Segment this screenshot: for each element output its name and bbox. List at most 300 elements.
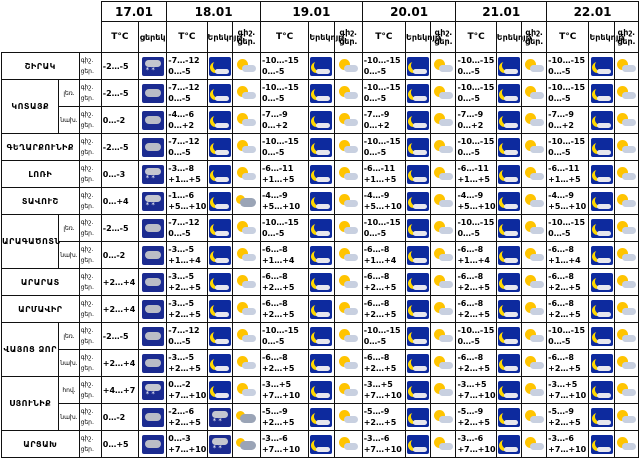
moon-icon: [310, 381, 332, 400]
moon-icon: [498, 192, 520, 211]
temp-value: -4…-9: [548, 191, 574, 200]
night-icon-18: [207, 161, 232, 188]
sun-icon: [337, 435, 359, 454]
temp-value: -10…-15: [548, 56, 586, 65]
night-icon-18: [207, 350, 232, 377]
temp-value: -2…-5: [102, 331, 129, 341]
sun-icon: [432, 300, 454, 319]
sun-icon: [523, 354, 545, 373]
sub-header-row: [2, 22, 639, 53]
temp-value: +7…+10: [457, 445, 496, 454]
temp-19: [260, 188, 308, 215]
moon-icon: [310, 111, 332, 130]
temp-21: [456, 431, 496, 458]
date-21: 21.01: [456, 2, 547, 22]
temp-value: -6…-11: [548, 164, 580, 173]
day-icon-20: [431, 296, 456, 323]
region-row: [2, 323, 639, 350]
sun-icon: [337, 246, 359, 265]
moon-icon: [209, 300, 231, 319]
night-label: գիշ․: [80, 354, 94, 361]
night-icon-19: [309, 188, 334, 215]
night-icon-21: [496, 215, 521, 242]
sun-icon: [337, 408, 359, 427]
tc-label-22: T°C: [547, 22, 589, 53]
temp-value: 0…-5: [261, 337, 285, 346]
day-icon-19: [334, 269, 362, 296]
temp-value: -10…-15: [548, 137, 586, 146]
sun-icon: [337, 138, 359, 157]
night-label: գիշ․: [80, 57, 94, 64]
sun-icon: [337, 165, 359, 184]
moon-icon: [498, 165, 520, 184]
sun-icon: [432, 246, 454, 265]
temp-value: -6…-8: [363, 245, 390, 254]
night-icon-21: [496, 188, 521, 215]
region-zone: նախ.: [59, 350, 79, 377]
moon-icon: [310, 300, 332, 319]
temp-value: -6…-8: [548, 299, 574, 308]
moon-icon: [310, 354, 332, 373]
cloud-icon: [142, 219, 164, 238]
sun-icon: [432, 84, 454, 103]
temp-value: -6…-8: [363, 299, 390, 308]
temp-value: -7…-12: [168, 218, 200, 227]
moon-icon: [591, 435, 613, 454]
sun-icon: [615, 354, 637, 373]
moon-icon: [407, 354, 429, 373]
temp-value: +2…+5: [363, 418, 397, 427]
sun-icon: [432, 192, 454, 211]
moon-icon: [407, 408, 429, 427]
night-icon-19: [309, 323, 334, 350]
temp-value: -4…-9: [363, 191, 390, 200]
night-icon-20: [406, 80, 431, 107]
night-label: գիշ․: [80, 84, 94, 91]
temp-value: 0…+4: [102, 196, 129, 206]
temp-17: [101, 107, 138, 134]
sun-icon: [432, 354, 454, 373]
moon-icon: [498, 435, 520, 454]
temp-17: [101, 269, 138, 296]
temp-20: [362, 377, 405, 404]
temp-value: -7…-9: [457, 110, 484, 119]
temp-value: -10…-15: [261, 218, 299, 227]
temp-22: [547, 431, 589, 458]
temp-value: 0…-3: [168, 434, 191, 443]
temp-value: -10…-15: [548, 218, 586, 227]
temp-22: [547, 53, 589, 80]
temp-22: [547, 161, 589, 188]
cloud-icon: [142, 408, 164, 427]
day-icon-21: [521, 296, 546, 323]
sun-icon: [337, 300, 359, 319]
day-icon-18: [232, 296, 260, 323]
night-icon-22: [589, 269, 614, 296]
night-icon-18: [207, 188, 232, 215]
moon-icon: [310, 408, 332, 427]
temp-value: +4…+7: [102, 385, 136, 395]
night-icon-20: [406, 431, 431, 458]
temp-17: [101, 188, 138, 215]
night-day-labels: [79, 377, 101, 404]
day-icon-21: [521, 431, 546, 458]
day-icon-18: [232, 431, 260, 458]
temp-21: [456, 269, 496, 296]
temp-value: -2…-5: [102, 61, 129, 71]
temp-value: -3…+5: [548, 380, 578, 389]
icon-label-19: [334, 22, 362, 53]
moon-icon: [209, 111, 231, 130]
temp-17: [101, 296, 138, 323]
moon-icon: [591, 84, 613, 103]
temp-17: [101, 161, 138, 188]
night-short-label: գիշ․: [617, 28, 635, 37]
region-name: ԳԵՂԱՐՔՈՒՆԻՔ: [2, 134, 80, 161]
temp-value: -3…-5: [168, 299, 195, 308]
night-icon-21: [496, 350, 521, 377]
moon-icon: [591, 354, 613, 373]
day-icon-21: [521, 107, 546, 134]
temp-value: -7…-9: [363, 110, 390, 119]
temp-17: [101, 215, 138, 242]
sun-icon: [523, 246, 545, 265]
temp-18: [167, 269, 207, 296]
temp-18: [167, 53, 207, 80]
temp-value: +2…+5: [457, 364, 490, 373]
moon-icon: [498, 273, 520, 292]
sun-icon: [615, 246, 637, 265]
temp-18: [167, 296, 207, 323]
icon-17: [139, 296, 167, 323]
region-row: [2, 242, 639, 269]
night-day-labels: [79, 350, 101, 377]
temp-19: [260, 215, 308, 242]
temp-value: -6…-8: [261, 245, 288, 254]
region-zone: լեռ.: [59, 323, 79, 350]
day-icon-18: [232, 53, 260, 80]
temp-value: -7…-12: [168, 83, 200, 92]
temp-value: +2…+4: [102, 358, 136, 368]
temp-value: 0…-5: [261, 148, 285, 157]
temp-21: [456, 404, 496, 431]
day-label: ցեր․: [80, 95, 94, 102]
sun-icon: [615, 435, 637, 454]
night-icon-20: [406, 269, 431, 296]
day-icon-19: [334, 431, 362, 458]
day-label: ցեր․: [80, 149, 94, 156]
temp-value: 0…-2: [102, 250, 126, 260]
temp-value: +5…+10: [457, 202, 496, 211]
moon-icon: [498, 246, 520, 265]
moon-icon: [209, 165, 231, 184]
night-icon-22: [589, 215, 614, 242]
temp-value: +7…+10: [457, 391, 496, 400]
tc-label-19: T°C: [260, 22, 308, 53]
sun-icon: [523, 84, 545, 103]
sun-icon: [615, 84, 637, 103]
temp-22: [547, 350, 589, 377]
day-icon-22: [614, 134, 638, 161]
sun-icon: [235, 246, 257, 265]
temp-value: -6…-8: [261, 299, 288, 308]
day-label: ցեր․: [80, 284, 94, 291]
temp-22: [547, 188, 589, 215]
temp-value: -6…-8: [548, 353, 574, 362]
region-zone: լեռ.: [59, 80, 79, 107]
temp-value: -10…-15: [457, 137, 495, 146]
temp-value: -10…-15: [363, 326, 401, 335]
day-short-label: ցեր․: [524, 37, 544, 46]
temp-value: +2…+5: [168, 418, 201, 427]
day-icon-21: [521, 269, 546, 296]
temp-19: [260, 323, 308, 350]
region-zone: նախ.: [59, 107, 79, 134]
temp-22: [547, 134, 589, 161]
sun-icon: [235, 111, 257, 130]
temp-value: -3…+5: [457, 380, 487, 389]
temp-value: -3…-8: [168, 164, 195, 173]
region-name: ՍՅՈՒՆԻՔ: [2, 377, 59, 431]
day-icon-21: [521, 80, 546, 107]
moon-icon: [591, 111, 613, 130]
night-label: գիշ․: [80, 327, 94, 334]
night-label: գիշ․: [80, 138, 94, 145]
temp-17: [101, 323, 138, 350]
day-icon-22: [614, 242, 638, 269]
temp-20: [362, 134, 405, 161]
tc-label-17: T°C: [101, 22, 138, 53]
day-icon-21: [521, 242, 546, 269]
evening-label-19: Երեկոյթ: [309, 22, 334, 53]
night-label: գիշ․: [80, 246, 94, 253]
temp-17: [101, 80, 138, 107]
day-icon-20: [431, 215, 456, 242]
temp-19: [260, 269, 308, 296]
forecast-body: [2, 53, 639, 458]
night-icon-19: [309, 377, 334, 404]
day-icon-22: [614, 323, 638, 350]
day-icon-21: [521, 161, 546, 188]
day-icon-18: [232, 80, 260, 107]
day-label: ցեր․: [80, 176, 94, 183]
night-icon-20: [406, 188, 431, 215]
sun-icon: [432, 165, 454, 184]
night-icon-21: [496, 269, 521, 296]
moon-icon: [310, 435, 332, 454]
moon-icon: [591, 138, 613, 157]
moon-icon: [591, 300, 613, 319]
icon-17: [139, 350, 167, 377]
moon-icon: [209, 57, 231, 76]
day-label: ցեր․: [80, 419, 94, 426]
moon-icon: [310, 246, 332, 265]
night-icon-19: [309, 350, 334, 377]
night-day-labels: [79, 296, 101, 323]
night-icon-21: [496, 323, 521, 350]
night-day-labels: [79, 188, 101, 215]
temp-value: -10…-15: [261, 137, 299, 146]
icon-17: [139, 80, 167, 107]
temp-value: -3…-6: [363, 434, 390, 443]
sun-icon: [615, 408, 637, 427]
region-name: ԱՐԱԳԱԾՈՏՆ: [2, 215, 59, 269]
night-icon-20: [406, 161, 431, 188]
night-icon-20: [406, 134, 431, 161]
moon-icon: [209, 138, 231, 157]
moon-icon: [591, 192, 613, 211]
temp-value: -5…-9: [261, 407, 288, 416]
temp-value: -10…-15: [548, 83, 586, 92]
temp-value: 0…-5: [363, 229, 387, 238]
temp-value: 0…-5: [548, 229, 571, 238]
temp-value: -10…-15: [363, 218, 401, 227]
temp-value: 0…-5: [548, 67, 571, 76]
temp-17: [101, 404, 138, 431]
header-blank: [2, 2, 102, 22]
temp-17: [101, 431, 138, 458]
temp-21: [456, 215, 496, 242]
temp-value: -7…-9: [548, 110, 574, 119]
icon-label-21: [521, 22, 546, 53]
sun-icon: [615, 327, 637, 346]
moon-icon: [498, 111, 520, 130]
day-icon-18: [232, 161, 260, 188]
temp-value: +2…+5: [168, 364, 201, 373]
sun-icon: [432, 273, 454, 292]
moon-icon: [407, 57, 429, 76]
temp-21: [456, 242, 496, 269]
temp-value: +2…+5: [261, 283, 295, 292]
moon-icon: [310, 165, 332, 184]
tc-label-20: T°C: [362, 22, 405, 53]
night-label: գիշ․: [80, 300, 94, 307]
temp-value: +2…+5: [457, 283, 490, 292]
moon-icon: [498, 300, 520, 319]
moon-icon: [310, 327, 332, 346]
temp-17: [101, 377, 138, 404]
night-icon-22: [589, 323, 614, 350]
night-icon-20: [406, 215, 431, 242]
evening-label-21: Երեկոյթ: [496, 22, 521, 53]
cloudsun-icon: [235, 192, 257, 211]
tc-label-21: T°C: [456, 22, 496, 53]
day-icon-20: [431, 404, 456, 431]
sun-icon: [432, 435, 454, 454]
region-name: ԱՐՄԱՎԻՐ: [2, 296, 80, 323]
sun-icon: [235, 219, 257, 238]
temp-18: [167, 161, 207, 188]
day-icon-18: [232, 188, 260, 215]
temp-18: [167, 350, 207, 377]
temp-value: 0…-5: [457, 148, 480, 157]
day-icon-18: [232, 404, 260, 431]
day-icon-20: [431, 431, 456, 458]
day-icon-20: [431, 350, 456, 377]
temp-value: +1…+5: [261, 175, 295, 184]
region-row: [2, 107, 639, 134]
moon-icon: [591, 57, 613, 76]
sun-icon: [523, 408, 545, 427]
day-label: ցեր․: [80, 446, 94, 453]
sun-icon: [235, 354, 257, 373]
region-row: [2, 269, 639, 296]
sun-icon: [523, 57, 545, 76]
day-icon-19: [334, 188, 362, 215]
sun-icon: [235, 138, 257, 157]
icon-label-22: [614, 22, 638, 53]
night-day-labels: [79, 134, 101, 161]
tc-label-18: T°C: [167, 22, 207, 53]
sun-icon: [523, 138, 545, 157]
icon-label-18: [232, 22, 260, 53]
sun-icon: [337, 84, 359, 103]
icon-17: [139, 215, 167, 242]
temp-value: -10…-15: [457, 83, 495, 92]
night-icon-21: [496, 161, 521, 188]
temp-22: [547, 215, 589, 242]
sun-icon: [432, 219, 454, 238]
temp-value: +1…+4: [261, 256, 295, 265]
temp-value: +5…+10: [168, 202, 207, 211]
night-day-labels: [79, 404, 101, 431]
night-icon-18: [207, 107, 232, 134]
moon-icon: [310, 138, 332, 157]
temp-17: [101, 350, 138, 377]
day-icon-19: [334, 296, 362, 323]
day-icon-22: [614, 215, 638, 242]
region-name: ՎԱՅՈՑ ՁՈՐ: [2, 323, 59, 377]
night-icon-18: [207, 242, 232, 269]
moon-icon: [407, 219, 429, 238]
sun-icon: [523, 300, 545, 319]
weather-forecast-table: [1, 1, 639, 458]
day-label: ցեր․: [80, 338, 94, 345]
night-icon-21: [496, 431, 521, 458]
temp-value: +7…+10: [548, 391, 587, 400]
temp-value: +1…+4: [363, 256, 397, 265]
moon-icon: [209, 219, 231, 238]
temp-value: 0…+5: [102, 439, 129, 449]
temp-18: [167, 188, 207, 215]
temp-value: +7…+10: [363, 445, 402, 454]
moon-icon: [407, 84, 429, 103]
night-icon-20: [406, 107, 431, 134]
temp-value: -10…-15: [261, 83, 299, 92]
night-icon-18: [207, 134, 232, 161]
temp-value: -6…-8: [363, 272, 390, 281]
night-icon-21: [496, 80, 521, 107]
temp-20: [362, 296, 405, 323]
icon-17: [139, 161, 167, 188]
temp-value: +7…+10: [548, 445, 587, 454]
temp-17: [101, 242, 138, 269]
moon-icon: [209, 246, 231, 265]
moon-icon: [209, 273, 231, 292]
moon-icon: [498, 354, 520, 373]
temp-value: +2…+4: [102, 277, 136, 287]
temp-value: 0…-5: [261, 67, 285, 76]
moon-icon: [407, 165, 429, 184]
day-icon-22: [614, 296, 638, 323]
night-icon-21: [496, 404, 521, 431]
temp-value: +5…+10: [363, 202, 402, 211]
night-label: գիշ․: [80, 435, 94, 442]
temp-19: [260, 404, 308, 431]
day-icon-19: [334, 161, 362, 188]
temp-20: [362, 215, 405, 242]
temp-value: -7…-9: [261, 110, 288, 119]
